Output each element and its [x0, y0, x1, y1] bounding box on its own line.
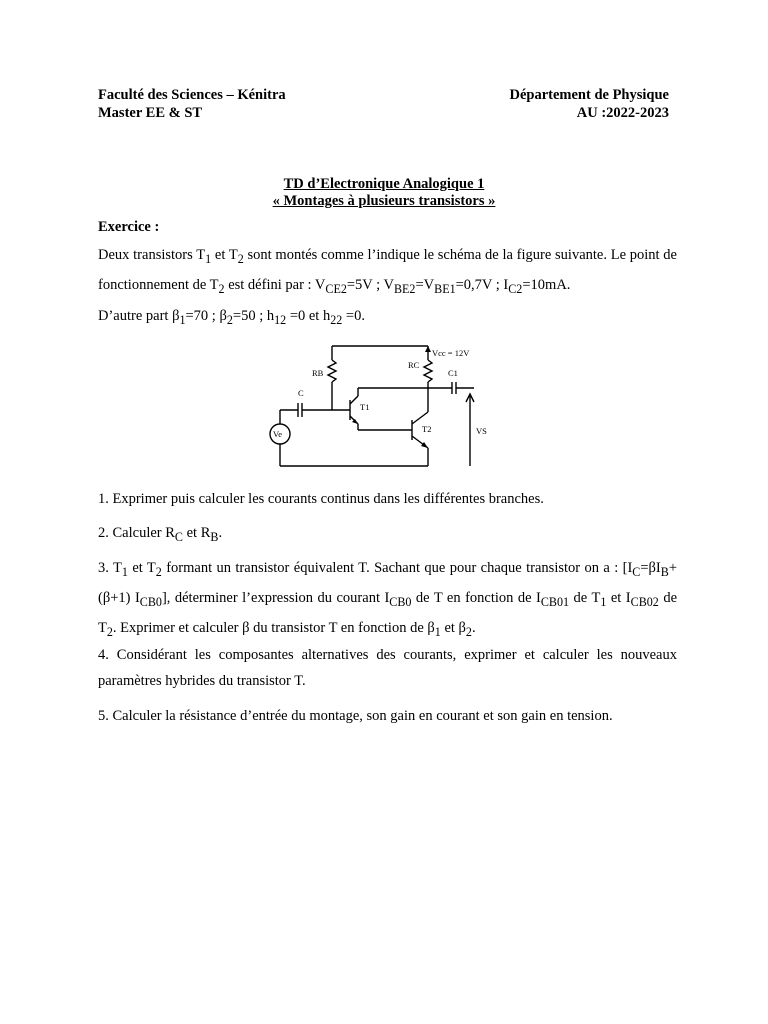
circuit-diagram	[262, 338, 487, 470]
exercise-heading: Exercice :	[98, 219, 160, 235]
header-left	[98, 86, 286, 122]
question-3: 3. $T_1$ et $T_2$ formant un transistor équivalent T. Sachant que pour chaque transistor on a : [$I_C=\beta I_B+(\beta+1)$ $I_{CB0}$], déterminer l’expression du courant $I_{CB0}$ de T en fonction de $I_{CB01}$ de $T_1$ et $I_{CB02}$ de $T_2$. Exprimer et calculer β du transistor T en fonction de $\beta_1$ et $\beta_2$.	[98, 560, 678, 639]
label-c: C	[298, 388, 304, 398]
label-rb: RB	[312, 368, 324, 378]
document-title	[0, 176, 768, 210]
beta-paragraph: D’autre part $\beta_1=70$ ; $\beta_2=50$ ; $h_{12} =0$ et $h_{22} =0$.	[98, 308, 365, 327]
department-name: Département de Physique	[509, 87, 669, 103]
label-t2: T2	[422, 424, 432, 434]
label-vcc: Vcc = 12V	[432, 348, 470, 358]
master-program: Master EE & ST	[98, 105, 203, 121]
question-2: 2. Calculer $R_C$ et $R_B$.	[98, 525, 223, 544]
question-1: 1. Exprimer puis calculer les courants continus dans les différentes branches.	[98, 491, 544, 507]
label-c1: C1	[448, 368, 458, 378]
title-line-2: « Montages à plusieurs transistors »	[272, 193, 496, 209]
label-t1: T1	[360, 402, 370, 412]
label-rc: RC	[408, 360, 420, 370]
intro-paragraph: Deux transistors $T_1$ et $T_2$ sont montés comme l’indique le schéma de la figure suivante. Le point de fonctionnement de $T_2$ est défini par : $V_{CE2}=5V$ ; $V_{BE2}=V_{BE1}=0,7V$ ; $I_{C2}=10mA$.	[98, 247, 677, 296]
academic-year: AU :2022-2023	[576, 105, 669, 121]
title-line-1: TD d’Electronique Analogique 1	[283, 176, 485, 192]
question-4: 4. Considérant les composantes alternatives des courants, exprimer et calculer les nouveaux paramètres hybrides du transistor T.	[98, 647, 677, 689]
label-vs: VS	[476, 426, 487, 436]
header-right	[510, 86, 670, 122]
label-ve: Ve	[273, 429, 282, 439]
faculty-name: Faculté des Sciences – Kénitra	[98, 87, 286, 103]
question-5: 5. Calculer la résistance d’entrée du montage, son gain en courant et son gain en tension.	[98, 708, 613, 724]
